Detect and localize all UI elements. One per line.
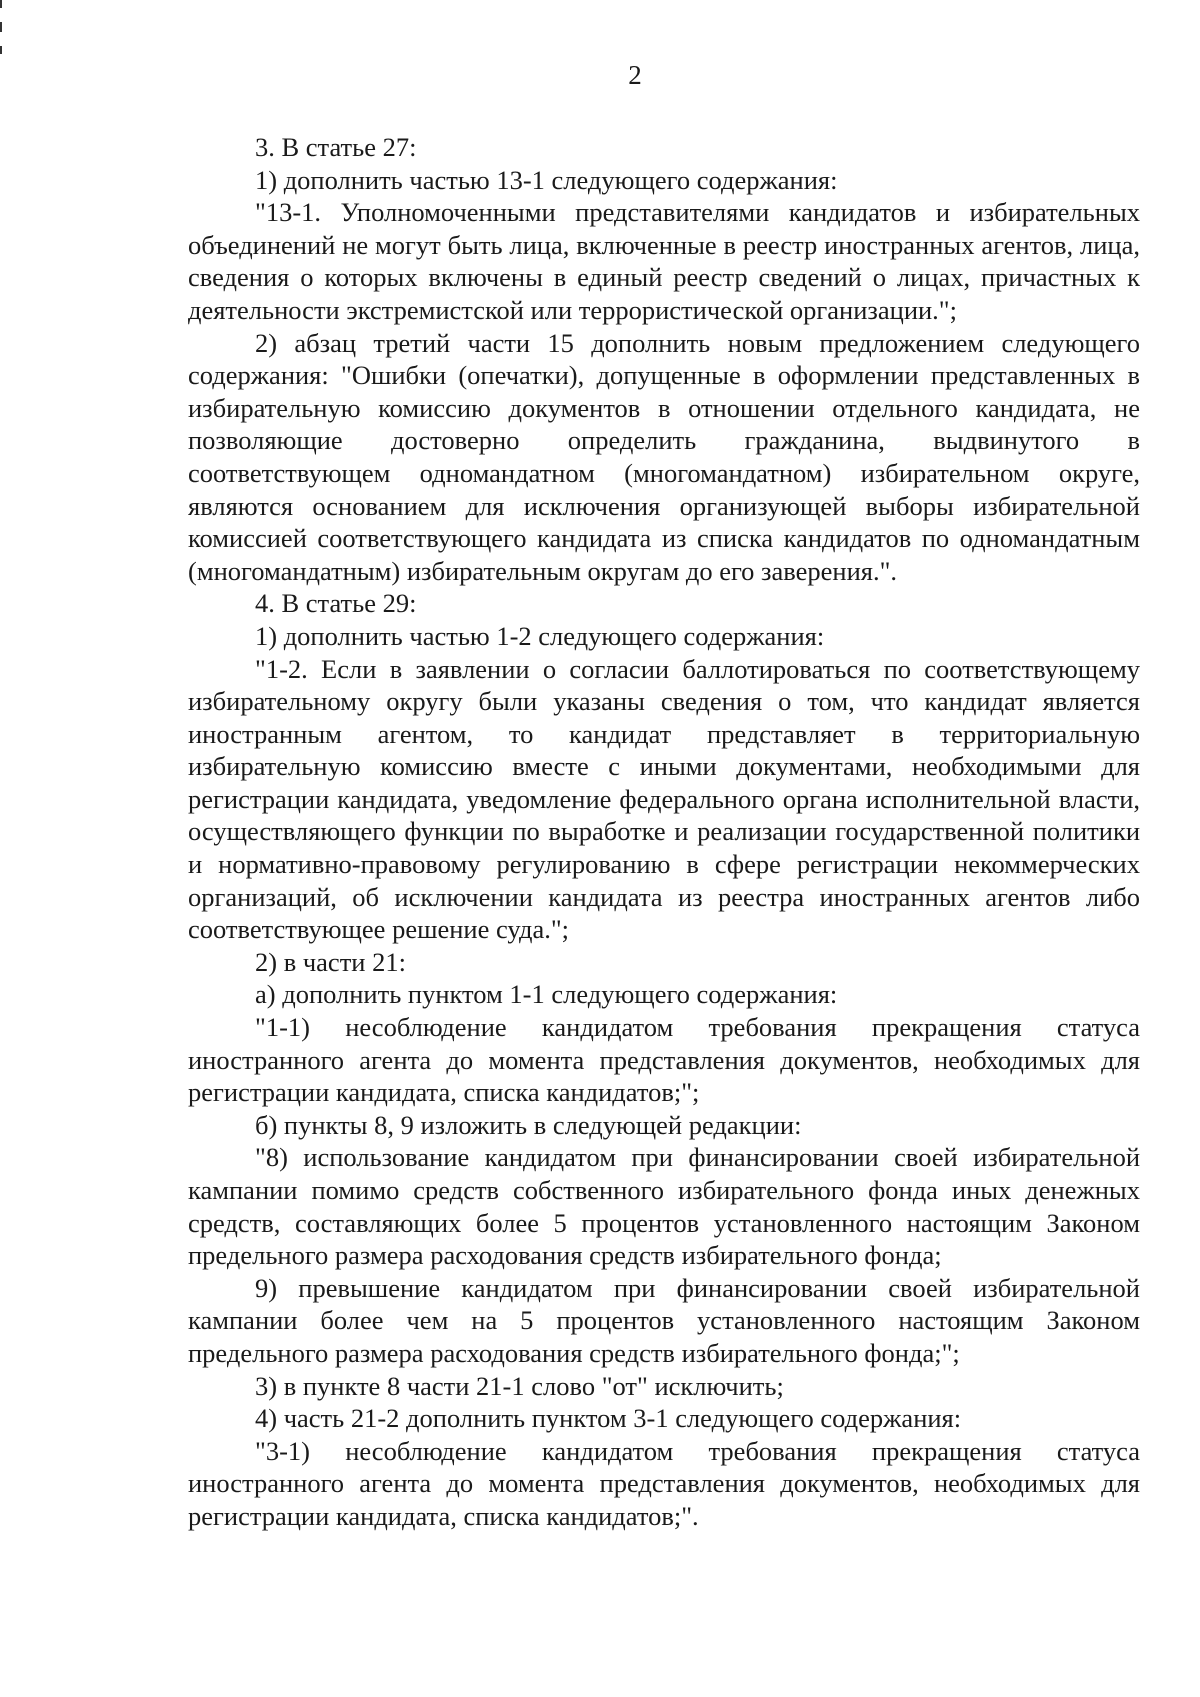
paragraph: "3-1) несоблюдение кандидатом требования прекращения статуса иностранного агента до момента представления документов, необходимых для регистрации кандидата, списка кандидатов;". [188, 1435, 1140, 1531]
paragraph: 1) дополнить частью 13-1 следующего содержания: [255, 164, 838, 195]
paragraph: "1-1) несоблюдение кандидатом требования прекращения статуса иностранного агента до момента представления документов, необходимых для регистрации кандидата, списка кандидатов;"; [188, 1012, 1140, 1108]
paragraph: 3. В статье 27: [255, 132, 417, 162]
paragraph: 3) в пункте 8 части 21-1 слово "от" исключить; [255, 1370, 784, 1401]
paragraph: 2) абзац третий части 15 дополнить новым предложением следующего содержания: "Ошибки (опечатки), допущенные в оформлении представленных в избирательную комиссию документов в отношении отдельного кандидата, не позволяющие достоверно определить гражданина, выдвинутого в соответствующем одномандатном (многомандатном) избирательном округе, являются основанием для исключения организующей выборы избирательной комиссией соответствующего кандидата из списка кандидатов по одномандатным (многомандатным) избирательным округам до его заверения.". [188, 327, 1140, 586]
scan-edge-mark [0, 0, 2, 8]
paragraph: "13-1. Уполномоченными представителями кандидатов и избирательных объединений не могут быть лица, включенные в реестр иностранных агентов, лица, сведения о которых включены в единый реестр сведений о лицах, причастных к деятельности экстремистской или террористической организации."; [188, 197, 1140, 325]
paragraph: 4. В статье 29: [255, 588, 417, 619]
paragraph: "1-2. Если в заявлении о согласии баллотироваться по соответствующему избирательному округу были указаны сведения о том, что кандидат является иностранным агентом, то кандидат представляет в территориальную избирательную комиссию вместе с иными документами, необходимыми для регистрации кандидата, уведомление федерального органа исполнительной власти, осуществляющего функции по выработке и реализации государственной политики и нормативно-правовому регулированию в сфере регистрации некоммерческих организаций, об исключении кандидата из реестра иностранных агентов либо соответствующее решение суда."; [188, 653, 1140, 945]
paragraph: 4) часть 21-2 дополнить пунктом 3-1 следующего содержания: [255, 1403, 962, 1434]
paragraph: 1) дополнить частью 1-2 следующего содержания: [255, 620, 825, 651]
paragraph: б) пункты 8, 9 изложить в следующей редакции: [255, 1109, 802, 1140]
scan-edge-mark [0, 22, 2, 32]
paragraph: "8) использование кандидатом при финансировании своей избирательной кампании помимо средств собственного избирательного фонда иных денежных средств, составляющих более 5 процентов установленного настоящим Законом предельного размера расходования средств избирательного фонда; [188, 1142, 1140, 1271]
paragraph: 2) в части 21: [255, 946, 406, 977]
document-body [188, 131, 1140, 1533]
paragraph: а) дополнить пунктом 1-1 следующего содержания: [255, 979, 838, 1010]
scan-edge-mark [0, 46, 2, 54]
page-number: 2 [628, 60, 642, 90]
paragraph: 9) превышение кандидатом при финансировании своей избирательной кампании более чем на 5 процентов установленного настоящим Законом предельного размера расходования средств избирательного фонда;"; [188, 1272, 1140, 1368]
